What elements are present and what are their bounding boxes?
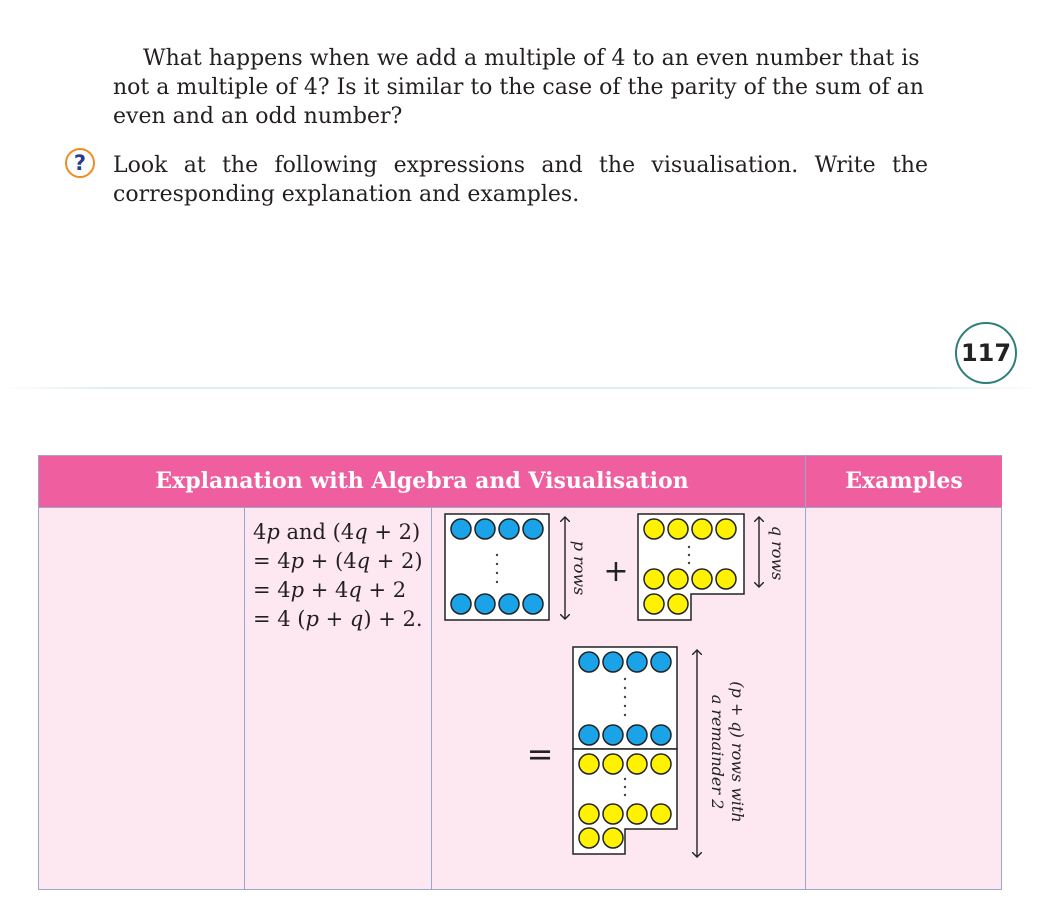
- algebra-line-4: [253, 605, 423, 634]
- variable: p: [266, 520, 280, 544]
- blue-dot: [603, 652, 623, 672]
- text-segment: + (4: [304, 549, 357, 573]
- blue-dot: [627, 652, 647, 672]
- yellow-dot: [644, 569, 664, 589]
- blue-dot: [651, 652, 671, 672]
- yellow-dot: [579, 804, 599, 824]
- plus-sign: +: [603, 554, 629, 589]
- variable: q: [348, 578, 362, 602]
- yellow-dot: [627, 754, 647, 774]
- blue-dot: [579, 725, 599, 745]
- text-segment: + 2: [361, 578, 407, 602]
- yellow-dot: [651, 754, 671, 774]
- blue-dot: [451, 594, 471, 614]
- blue-dot: [651, 725, 671, 745]
- variable: q: [356, 549, 371, 573]
- variable: q: [354, 520, 368, 544]
- text-segment: = 4: [253, 578, 291, 602]
- blue-dot: [603, 725, 623, 745]
- algebra-line-2: [253, 547, 423, 576]
- yellow-dot: [603, 754, 623, 774]
- text-segment: ) + 2.: [363, 607, 423, 631]
- text-segment: + 2): [370, 549, 423, 573]
- header-explanation: Explanation with Algebra and Visualisation: [39, 456, 805, 507]
- blue-dot: [475, 594, 495, 614]
- p-rows-label: p rows: [570, 540, 589, 596]
- blue-dot: [579, 652, 599, 672]
- yellow-dot: [579, 754, 599, 774]
- question-mark-icon: ?: [65, 148, 95, 178]
- column-divider: [244, 507, 245, 890]
- variable: p: [290, 578, 305, 602]
- sum-label-line1: (p + q) rows with: [728, 681, 747, 823]
- yellow-dot: [651, 804, 671, 824]
- yellow-dot: [716, 569, 736, 589]
- yellow-dot: [603, 804, 623, 824]
- text-segment: + 2): [367, 520, 421, 544]
- text-segment: + 4: [304, 578, 349, 602]
- q-rows-label: q rows: [768, 525, 787, 581]
- algebra-line-3: [253, 576, 423, 605]
- variable: q: [349, 607, 364, 631]
- blue-dot: [499, 594, 519, 614]
- yellow-dot: [644, 594, 664, 614]
- yellow-dot: [627, 804, 647, 824]
- blue-dot: [475, 519, 495, 539]
- paragraph-multiple-of-four: What happens when we add a multiple of 4 to an even number that is not a multiple of 4? Is it similar to the case of the parity of the sum of an even and an odd number?: [113, 46, 924, 129]
- variable: p: [305, 607, 319, 631]
- text-segment: and (4: [279, 520, 355, 544]
- yellow-dot: [579, 828, 599, 848]
- blue-dot: [451, 519, 471, 539]
- blue-dot: [523, 594, 543, 614]
- page-number: 117: [955, 322, 1017, 384]
- paragraph-instruction: Look at the following expressions and the visualisation. Write the corresponding explanation and examples.: [113, 153, 928, 207]
- blue-dot: [627, 725, 647, 745]
- variable: p: [290, 549, 305, 573]
- yellow-dot: [692, 569, 712, 589]
- yellow-dot: [644, 519, 664, 539]
- text-segment: +: [318, 607, 350, 631]
- algebra-line-1: [253, 518, 423, 547]
- yellow-dot: [603, 828, 623, 848]
- text-segment: = 4 (: [253, 607, 306, 631]
- page-footer-line: [0, 387, 1042, 389]
- yellow-dot: [668, 569, 688, 589]
- dot-visualisation: [432, 507, 804, 887]
- equals-sign: =: [526, 735, 554, 773]
- yellow-dot: [668, 519, 688, 539]
- yellow-dot: [716, 519, 736, 539]
- yellow-dot: [692, 519, 712, 539]
- algebra-expressions: [253, 518, 423, 634]
- blue-dot: [499, 519, 519, 539]
- text-segment: = 4: [253, 549, 291, 573]
- text-segment: 4: [253, 520, 267, 544]
- sum-label-line2: a remainder 2: [708, 694, 727, 810]
- column-divider: [805, 507, 806, 890]
- header-examples: Examples: [805, 456, 1002, 507]
- yellow-dot: [668, 594, 688, 614]
- blue-dot: [523, 519, 543, 539]
